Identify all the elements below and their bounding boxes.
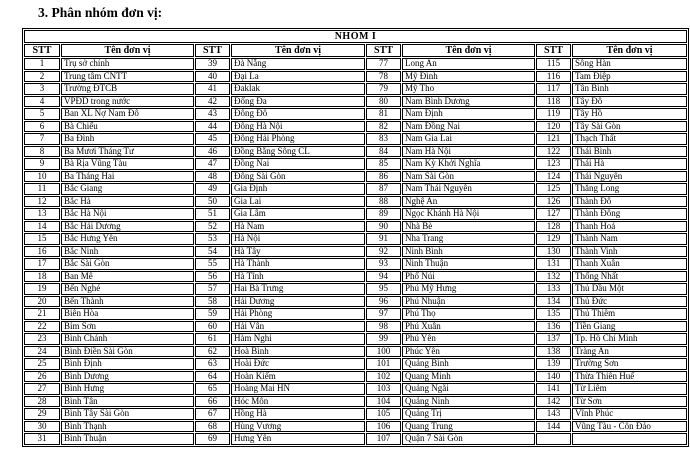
stt-cell: 47	[195, 158, 230, 170]
stt-cell: 133	[536, 283, 571, 295]
unit-name-cell: Bà Rịa Vũng Tàu	[61, 158, 194, 170]
stt-cell: 140	[536, 371, 571, 383]
stt-cell: 54	[195, 246, 230, 258]
unit-name-cell: Thành Đô	[572, 196, 687, 208]
stt-cell: 143	[536, 408, 571, 420]
stt-cell: 98	[366, 321, 401, 333]
stt-cell: 78	[366, 71, 401, 83]
unit-name-cell: Đông Hải Phòng	[231, 133, 365, 145]
unit-name-cell: Bắc Hà	[61, 196, 194, 208]
stt-cell: 12	[24, 196, 60, 208]
unit-name-cell: Gia Lai	[231, 196, 365, 208]
unit-name-cell: Hoàn Kiếm	[231, 371, 365, 383]
unit-name-cell: Sông Hàn	[572, 58, 687, 70]
unit-name-cell: Nghệ An	[402, 196, 535, 208]
unit-name-cell: Thạch Thất	[572, 133, 687, 145]
unit-name-cell: Thái Nguyên	[572, 171, 687, 183]
unit-name-cell: Bắc Ninh	[61, 246, 194, 258]
stt-cell: 97	[366, 308, 401, 320]
stt-cell: 58	[195, 296, 230, 308]
table-row	[24, 433, 687, 445]
stt-cell: 106	[366, 421, 401, 433]
stt-cell: 19	[24, 283, 60, 295]
unit-name-cell: Trung tâm CNTT	[61, 71, 194, 83]
unit-name-cell: Bỉm Sơn	[61, 321, 194, 333]
column-header-row	[24, 44, 687, 57]
unit-name-cell: Hà Tây	[231, 246, 365, 258]
table-row	[24, 408, 687, 420]
stt-cell: 123	[536, 158, 571, 170]
table-row	[24, 296, 687, 308]
unit-name-cell: Tân Bình	[572, 83, 687, 95]
table-row	[24, 283, 687, 295]
unit-name-cell: Mỹ Đình	[402, 71, 535, 83]
unit-name-cell: Đaklak	[231, 83, 365, 95]
stt-cell: 81	[366, 108, 401, 120]
stt-cell: 105	[366, 408, 401, 420]
stt-cell: 103	[366, 383, 401, 395]
unit-name-cell: Gia Định	[231, 183, 365, 195]
stt-cell: 26	[24, 371, 60, 383]
unit-name-cell: Bắc Hưng Yên	[61, 233, 194, 245]
table-row	[24, 121, 687, 133]
unit-name-cell: Hoà Bình	[231, 346, 365, 358]
page-title: 3. Phân nhóm đơn vị:	[38, 5, 163, 20]
stt-cell: 62	[195, 346, 230, 358]
stt-cell: 100	[366, 346, 401, 358]
unit-name-cell: Nam Sài Gòn	[402, 171, 535, 183]
unit-name-cell: Tiền Giang	[572, 321, 687, 333]
stt-cell: 45	[195, 133, 230, 145]
stt-cell: 11	[24, 183, 60, 195]
stt-cell: 126	[536, 196, 571, 208]
stt-cell: 13	[24, 208, 60, 220]
unit-name-cell: VPĐD trong nước	[61, 96, 194, 108]
stt-cell: 66	[195, 396, 230, 408]
table-row	[24, 383, 687, 395]
table-row	[24, 133, 687, 145]
unit-name-cell	[572, 433, 687, 445]
unit-name-cell: Thừa Thiên Huế	[572, 371, 687, 383]
unit-name-cell: Ban XL Nợ Nam Đô	[61, 108, 194, 120]
stt-cell: 21	[24, 308, 60, 320]
stt-cell: 102	[366, 371, 401, 383]
stt-cell: 7	[24, 133, 60, 145]
stt-cell: 50	[195, 196, 230, 208]
stt-cell: 131	[536, 258, 571, 270]
unit-name-cell: Tây Hồ	[572, 108, 687, 120]
unit-name-cell: Nam Gia Lai	[402, 133, 535, 145]
stt-cell: 9	[24, 158, 60, 170]
group-header-row	[24, 30, 687, 43]
stt-cell: 101	[366, 358, 401, 370]
stt-cell: 135	[536, 308, 571, 320]
table-row	[24, 208, 687, 220]
stt-cell: 92	[366, 246, 401, 258]
unit-name-cell: Nam Đồng Nai	[402, 121, 535, 133]
unit-name-cell: Hóc Môn	[231, 396, 365, 408]
stt-cell: 17	[24, 258, 60, 270]
table-row	[24, 421, 687, 433]
unit-name-cell: Bình Tây Sài Gòn	[61, 408, 194, 420]
unit-name-cell: Bình Dương	[61, 371, 194, 383]
stt-cell: 61	[195, 333, 230, 345]
stt-cell: 23	[24, 333, 60, 345]
unit-name-cell: Bến Nghé	[61, 283, 194, 295]
unit-name-cell: Phú Yên	[402, 333, 535, 345]
unit-name-cell: Ba Tháng Hai	[61, 171, 194, 183]
unit-name-cell: Bắc Hà Nội	[61, 208, 194, 220]
stt-cell: 136	[536, 321, 571, 333]
unit-name-cell: Đống Đa	[231, 96, 365, 108]
table-row	[24, 346, 687, 358]
stt-cell: 57	[195, 283, 230, 295]
unit-name-cell: Ba Đình	[61, 133, 194, 145]
stt-cell: 27	[24, 383, 60, 395]
stt-cell: 43	[195, 108, 230, 120]
stt-cell: 52	[195, 221, 230, 233]
stt-cell: 91	[366, 233, 401, 245]
stt-cell: 3	[24, 83, 60, 95]
unit-name-cell: Quảng Trị	[402, 408, 535, 420]
unit-name-cell: Hà Thành	[231, 258, 365, 270]
table-row	[24, 321, 687, 333]
col-header-stt: STT	[366, 44, 401, 57]
unit-name-cell: Phú Nhuận	[402, 296, 535, 308]
col-header-unit-name: Tên đơn vị	[231, 44, 365, 57]
unit-name-cell: Vũng Tàu - Côn Đảo	[572, 421, 687, 433]
unit-name-cell: Hồng Hà	[231, 408, 365, 420]
unit-name-cell: Bắc Sài Gòn	[61, 258, 194, 270]
unit-name-cell: Vĩnh Phúc	[572, 408, 687, 420]
unit-name-cell: Hai Bà Trưng	[231, 283, 365, 295]
stt-cell: 89	[366, 208, 401, 220]
col-header-unit-name: Tên đơn vị	[402, 44, 535, 57]
stt-cell: 56	[195, 271, 230, 283]
unit-name-cell: Quang Trung	[402, 421, 535, 433]
stt-cell: 18	[24, 271, 60, 283]
unit-name-cell: Hàm Nghi	[231, 333, 365, 345]
unit-name-cell: Đại La	[231, 71, 365, 83]
unit-name-cell: Tây Đô	[572, 96, 687, 108]
stt-cell: 49	[195, 183, 230, 195]
unit-name-cell: Hùng Vương	[231, 421, 365, 433]
stt-cell: 104	[366, 396, 401, 408]
unit-name-cell: Bình Điền Sài Gòn	[61, 346, 194, 358]
stt-cell: 77	[366, 58, 401, 70]
unit-name-cell: Thanh Xuân	[572, 258, 687, 270]
unit-name-cell: Đà Nẵng	[231, 58, 365, 70]
stt-cell: 88	[366, 196, 401, 208]
stt-cell: 10	[24, 171, 60, 183]
stt-cell: 94	[366, 271, 401, 283]
unit-name-cell: Bến Thành	[61, 296, 194, 308]
stt-cell: 67	[195, 408, 230, 420]
stt-cell: 60	[195, 321, 230, 333]
stt-cell: 84	[366, 146, 401, 158]
unit-name-cell: Bắc Hải Dương	[61, 221, 194, 233]
stt-cell: 119	[536, 108, 571, 120]
unit-name-cell: Thành Nam	[572, 233, 687, 245]
stt-cell: 69	[195, 433, 230, 445]
unit-name-cell: Đông Hà Nội	[231, 121, 365, 133]
unit-name-cell: Thái Bình	[572, 146, 687, 158]
table-body	[24, 58, 687, 445]
stt-cell: 130	[536, 246, 571, 258]
table-row	[24, 108, 687, 120]
unit-name-cell: Ngọc Khánh Hà Nội	[402, 208, 535, 220]
stt-cell: 64	[195, 371, 230, 383]
stt-cell: 40	[195, 71, 230, 83]
table-row	[24, 58, 687, 70]
unit-name-cell: Thống Nhất	[572, 271, 687, 283]
unit-name-cell: Trụ sở chính	[61, 58, 194, 70]
stt-cell: 44	[195, 121, 230, 133]
stt-cell: 6	[24, 121, 60, 133]
unit-name-cell: Bình Thạnh	[61, 421, 194, 433]
unit-name-cell: Nhà Bè	[402, 221, 535, 233]
stt-cell: 139	[536, 358, 571, 370]
unit-name-cell: Thành Vinh	[572, 246, 687, 258]
unit-name-cell: Nam Kỳ Khởi Nghĩa	[402, 158, 535, 170]
table-row	[24, 83, 687, 95]
stt-cell: 142	[536, 396, 571, 408]
unit-name-cell: Ninh Bình	[402, 246, 535, 258]
unit-name-cell: Hưng Yên	[231, 433, 365, 445]
stt-cell: 79	[366, 83, 401, 95]
stt-cell: 118	[536, 96, 571, 108]
stt-cell: 53	[195, 233, 230, 245]
unit-name-cell: Gia Lâm	[231, 208, 365, 220]
stt-cell: 120	[536, 121, 571, 133]
stt-cell: 46	[195, 146, 230, 158]
stt-cell: 95	[366, 283, 401, 295]
unit-name-cell: Bình Thuận	[61, 433, 194, 445]
stt-cell: 125	[536, 183, 571, 195]
stt-cell: 4	[24, 96, 60, 108]
stt-cell: 99	[366, 333, 401, 345]
table-row	[24, 333, 687, 345]
table-header	[24, 30, 687, 57]
stt-cell: 129	[536, 233, 571, 245]
unit-name-cell: Quảng Ninh	[402, 396, 535, 408]
unit-name-cell: Hà Nội	[231, 233, 365, 245]
stt-cell: 65	[195, 383, 230, 395]
stt-cell	[536, 433, 571, 445]
table-row	[24, 271, 687, 283]
stt-cell: 128	[536, 221, 571, 233]
stt-cell: 85	[366, 158, 401, 170]
table-row	[24, 396, 687, 408]
stt-cell: 127	[536, 208, 571, 220]
unit-name-cell: Phố Núi	[402, 271, 535, 283]
unit-name-cell: Phú Thọ	[402, 308, 535, 320]
table-row	[24, 258, 687, 270]
stt-cell: 39	[195, 58, 230, 70]
unit-name-cell: Ninh Thuận	[402, 258, 535, 270]
unit-name-cell: Thăng Long	[572, 183, 687, 195]
unit-name-cell: Ba Mươi Tháng Tư	[61, 146, 194, 158]
stt-cell: 121	[536, 133, 571, 145]
table-row	[24, 246, 687, 258]
stt-cell: 90	[366, 221, 401, 233]
stt-cell: 107	[366, 433, 401, 445]
unit-name-cell: Hải Dương	[231, 296, 365, 308]
unit-name-cell: Đồng Nai	[231, 158, 365, 170]
stt-cell: 24	[24, 346, 60, 358]
stt-cell: 116	[536, 71, 571, 83]
stt-cell: 68	[195, 421, 230, 433]
unit-name-cell: Trường ĐTCB	[61, 83, 194, 95]
stt-cell: 144	[536, 421, 571, 433]
unit-name-cell: Thanh Hoá	[572, 221, 687, 233]
unit-name-cell: Thủ Đức	[572, 296, 687, 308]
table-row	[24, 146, 687, 158]
group-header: NHÓM I	[24, 30, 687, 43]
stt-cell: 22	[24, 321, 60, 333]
unit-name-cell: Nam Bình Dương	[402, 96, 535, 108]
stt-cell: 16	[24, 246, 60, 258]
stt-cell: 132	[536, 271, 571, 283]
col-header-stt: STT	[24, 44, 60, 57]
table-row	[24, 196, 687, 208]
stt-cell: 42	[195, 96, 230, 108]
unit-name-cell: Từ Sơn	[572, 396, 687, 408]
unit-name-cell: Bình Chánh	[61, 333, 194, 345]
unit-name-cell: Quận 7 Sài Gòn	[402, 433, 535, 445]
unit-name-cell: Hà Nam	[231, 221, 365, 233]
stt-cell: 87	[366, 183, 401, 195]
stt-cell: 137	[536, 333, 571, 345]
col-header-unit-name: Tên đơn vị	[61, 44, 194, 57]
unit-name-cell: Bà Chiểu	[61, 121, 194, 133]
stt-cell: 20	[24, 296, 60, 308]
stt-cell: 55	[195, 258, 230, 270]
stt-cell: 28	[24, 396, 60, 408]
stt-cell: 14	[24, 221, 60, 233]
stt-cell: 134	[536, 296, 571, 308]
stt-cell: 59	[195, 308, 230, 320]
stt-cell: 63	[195, 358, 230, 370]
stt-cell: 122	[536, 146, 571, 158]
table-row	[24, 221, 687, 233]
unit-name-cell: Hải Vân	[231, 321, 365, 333]
unit-name-cell: Bắc Giang	[61, 183, 194, 195]
unit-name-cell: Đông Sài Gòn	[231, 171, 365, 183]
unit-name-cell: Trường Sơn	[572, 358, 687, 370]
table-row	[24, 233, 687, 245]
stt-cell: 93	[366, 258, 401, 270]
table-row	[24, 96, 687, 108]
stt-cell: 83	[366, 133, 401, 145]
unit-name-cell: Bình Định	[61, 358, 194, 370]
col-header-unit-name: Tên đơn vị	[572, 44, 687, 57]
stt-cell: 138	[536, 346, 571, 358]
unit-name-cell: Hoài Đức	[231, 358, 365, 370]
unit-name-cell: Quảng Bình	[402, 358, 535, 370]
unit-name-cell: Nam Định	[402, 108, 535, 120]
unit-name-cell: Nam Hà Nội	[402, 146, 535, 158]
table-row	[24, 171, 687, 183]
unit-name-cell: Phúc Yên	[402, 346, 535, 358]
stt-cell: 25	[24, 358, 60, 370]
stt-cell: 15	[24, 233, 60, 245]
unit-name-cell: Bình Tân	[61, 396, 194, 408]
unit-name-cell: Quảng Ngãi	[402, 383, 535, 395]
unit-name-cell: Long An	[402, 58, 535, 70]
stt-cell: 124	[536, 171, 571, 183]
unit-name-cell: Tam Điệp	[572, 71, 687, 83]
stt-cell: 96	[366, 296, 401, 308]
unit-group-table	[22, 28, 689, 447]
stt-cell: 51	[195, 208, 230, 220]
unit-name-cell: Đồng Bằng Sông CL	[231, 146, 365, 158]
stt-cell: 48	[195, 171, 230, 183]
unit-name-cell: Thái Hà	[572, 158, 687, 170]
stt-cell: 80	[366, 96, 401, 108]
stt-cell: 29	[24, 408, 60, 420]
unit-name-cell: Bình Hưng	[61, 383, 194, 395]
unit-name-cell: Hải Phòng	[231, 308, 365, 320]
unit-name-cell: Biên Hòa	[61, 308, 194, 320]
unit-name-cell: Hà Tĩnh	[231, 271, 365, 283]
table-row	[24, 371, 687, 383]
unit-name-cell: Nha Trang	[402, 233, 535, 245]
unit-name-cell: Nam Thái Nguyên	[402, 183, 535, 195]
unit-name-cell: Tây Sài Gòn	[572, 121, 687, 133]
unit-name-cell: Mỹ Tho	[402, 83, 535, 95]
unit-name-cell: Đông Đô	[231, 108, 365, 120]
stt-cell: 41	[195, 83, 230, 95]
stt-cell: 1	[24, 58, 60, 70]
table-row	[24, 358, 687, 370]
col-header-stt: STT	[195, 44, 230, 57]
col-header-stt: STT	[536, 44, 571, 57]
unit-name-cell: Hoàng Mai HN	[231, 383, 365, 395]
stt-cell: 86	[366, 171, 401, 183]
stt-cell: 31	[24, 433, 60, 445]
unit-name-cell: Từ Liêm	[572, 383, 687, 395]
stt-cell: 82	[366, 121, 401, 133]
stt-cell: 2	[24, 71, 60, 83]
unit-name-cell: Thành Đông	[572, 208, 687, 220]
unit-name-cell: Thủ Dầu Một	[572, 283, 687, 295]
unit-name-cell: Ban Mê	[61, 271, 194, 283]
unit-name-cell: Thủ Thiêm	[572, 308, 687, 320]
unit-name-cell: Phú Xuân	[402, 321, 535, 333]
stt-cell: 5	[24, 108, 60, 120]
table-row	[24, 308, 687, 320]
table-row	[24, 71, 687, 83]
unit-name-cell: Quang Minh	[402, 371, 535, 383]
stt-cell: 8	[24, 146, 60, 158]
unit-name-cell: Tràng An	[572, 346, 687, 358]
stt-cell: 115	[536, 58, 571, 70]
table-row	[24, 183, 687, 195]
stt-cell: 30	[24, 421, 60, 433]
unit-name-cell: Phú Mỹ Hưng	[402, 283, 535, 295]
stt-cell: 117	[536, 83, 571, 95]
table-row	[24, 158, 687, 170]
unit-name-cell: Tp. Hồ Chí Minh	[572, 333, 687, 345]
stt-cell: 141	[536, 383, 571, 395]
